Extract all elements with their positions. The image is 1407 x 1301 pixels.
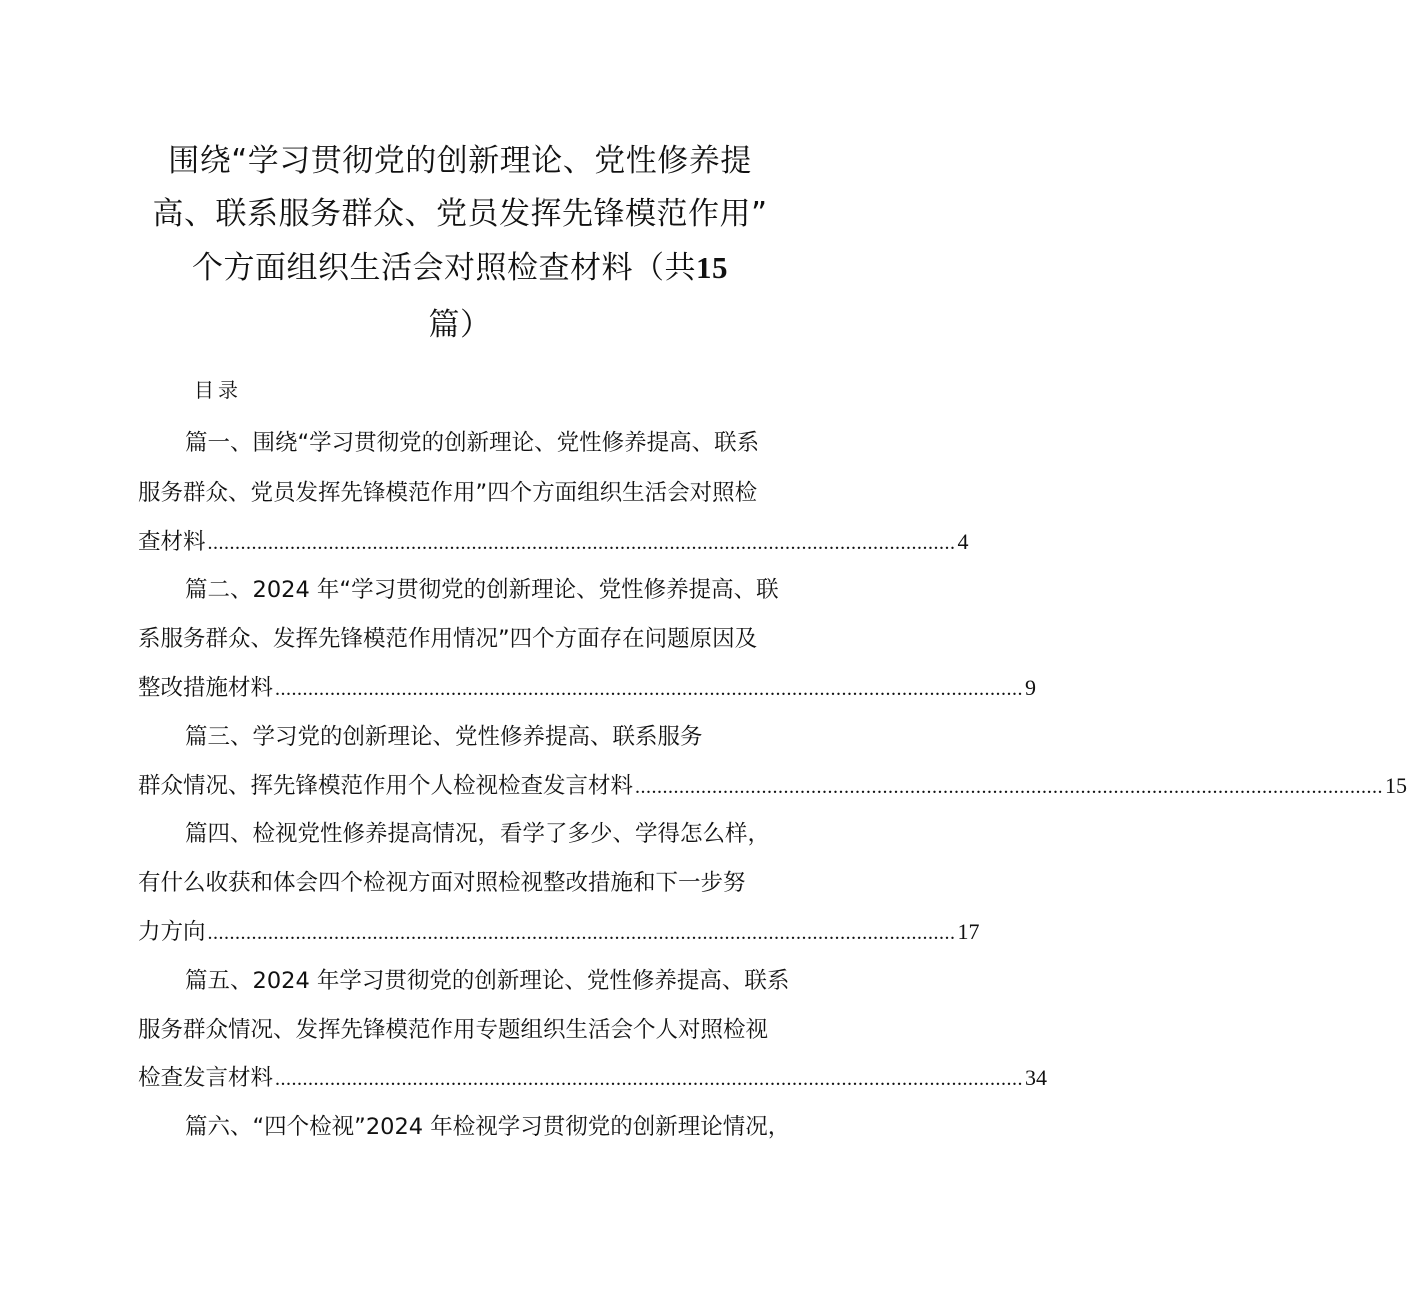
toc-entry-2-page-number: 9 [1025,675,1037,700]
toc-entry-1-last-text: 查材料 [138,529,206,555]
document-title-line-2: 高、联系服务群众、党员发挥先锋模范作用” [152,196,768,232]
toc-entry-4-page-number: 17 [957,919,980,944]
toc-entry-4-line-2: 有什么收获和体会四个检视方面对照检视整改措施和下一步努 [138,870,746,896]
toc-entry-2-line-1 [185,579,779,602]
toc-entry-2-dot-leader: ........................................................................................................................................ [275,678,1024,700]
toc-entry-1-line-1: 篇一、围绕“学习贯彻党的创新理论、党性修养提高、联系 [185,430,760,456]
toc-entry-5-dot-leader: ........................................................................................................................................ [275,1068,1024,1090]
toc-entry-4-dot-leader: ........................................................................................................................................ [207,922,956,944]
toc-entry-1-page-number: 4 [957,529,969,554]
document-title-line-3-text: 个方面组织生活会对照检查材料（共 [192,250,696,286]
toc-entry-5-page-number: 34 [1025,1065,1048,1090]
toc-entry-3-page-number: 15 [1385,773,1407,798]
toc-entry-1-leader-line[interactable] [138,529,969,555]
toc-heading: 目录 [194,378,242,402]
toc-entry-3-leader-line[interactable] [138,773,1407,799]
toc-entry-3-line-1: 篇三、学习党的创新理论、党性修养提高、联系服务 [185,724,703,750]
toc-entry-2-line-1-text: 篇二、2024 年“学习贯彻党的创新理论、党性修养提高、联 [185,577,779,603]
document-title-line-4: 篇） [428,307,492,343]
toc-entry-1-line-2: 服务群众、党员发挥先锋模范作用”四个方面组织生活会对照检 [138,480,758,506]
toc-entry-2-last-text: 整改措施材料 [138,675,274,701]
document-title-count: 15 [696,250,728,285]
toc-entry-2-line-2: 系服务群众、发挥先锋模范作用情况”四个方面存在问题原因及 [138,626,758,652]
toc-entry-5-line-1: 篇五、2024 年学习贯彻党的创新理论、党性修养提高、联系 [185,968,790,994]
toc-entry-4-line-1: 篇四、检视党性修养提高情况，看学了多少、学得怎么样， [185,821,771,847]
toc-entry-3-dot-leader: ........................................................................................................................................ [635,776,1384,798]
toc-entry-5-leader-line[interactable] [138,1065,1048,1091]
document-title-line-1: 围绕“学习贯彻党的创新理论、党性修养提 [168,143,752,179]
toc-entry-3-last-text: 群众情况、挥先锋模范作用个人检视检查发言材料 [138,773,634,799]
toc-entry-6-line-1: 篇六、“四个检视”2024 年检视学习贯彻党的创新理论情况， [185,1114,791,1140]
toc-entry-1-dot-leader: ........................................................................................................................................ [207,532,956,554]
toc-entry-5-last-text: 检查发言材料 [138,1065,274,1091]
document-title-line-3 [120,252,800,284]
toc-entry-2-leader-line[interactable] [138,675,1037,701]
toc-entry-4-leader-line[interactable] [138,919,980,945]
toc-entry-5-line-2: 服务群众情况、发挥先锋模范作用专题组织生活会个人对照检视 [138,1017,769,1043]
toc-entry-4-last-text: 力方向 [138,919,206,945]
